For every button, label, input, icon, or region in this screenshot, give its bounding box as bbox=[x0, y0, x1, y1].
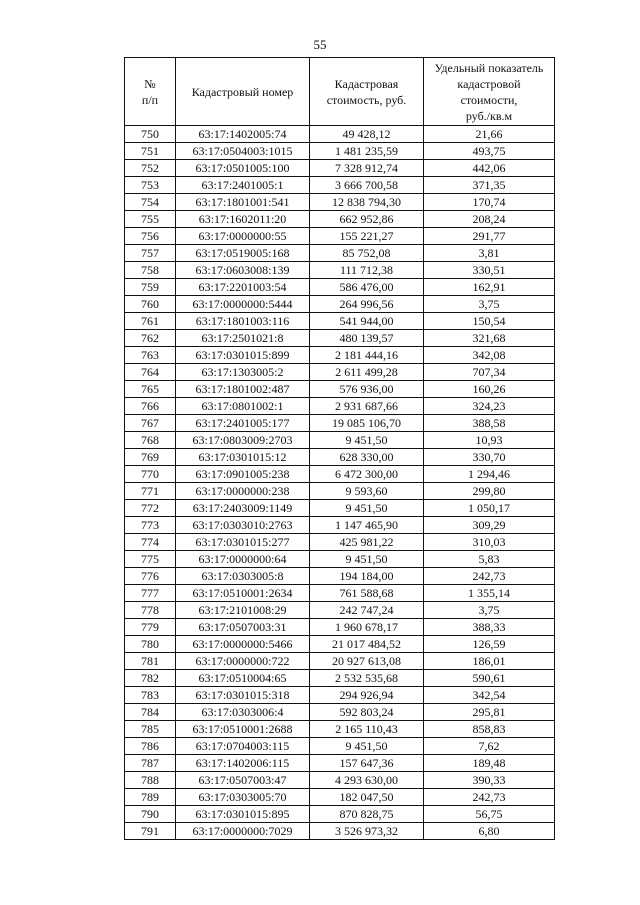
page-number: 55 bbox=[313, 37, 327, 52]
cell-num: 757 bbox=[125, 245, 176, 262]
cell-specific-indicator: 858,83 bbox=[424, 721, 555, 738]
cell-num: 764 bbox=[125, 364, 176, 381]
cell-cadastral-number: 63:17:2201003:54 bbox=[176, 279, 310, 296]
cell-cadastral-value: 1 147 465,90 bbox=[310, 517, 424, 534]
cell-specific-indicator: 442,06 bbox=[424, 160, 555, 177]
cell-num: 773 bbox=[125, 517, 176, 534]
cell-specific-indicator: 10,93 bbox=[424, 432, 555, 449]
cell-cadastral-value: 541 944,00 bbox=[310, 313, 424, 330]
table-row bbox=[125, 449, 555, 466]
header-specific-indicator-line: руб./кв.м bbox=[465, 108, 513, 123]
table-row bbox=[125, 653, 555, 670]
table-row bbox=[125, 228, 555, 245]
table-row bbox=[125, 602, 555, 619]
table-row bbox=[125, 347, 555, 364]
cell-num: 771 bbox=[125, 483, 176, 500]
table-row bbox=[125, 126, 555, 143]
cell-specific-indicator: 1 294,46 bbox=[424, 466, 555, 483]
table-row bbox=[125, 551, 555, 568]
table-row bbox=[125, 211, 555, 228]
table-row bbox=[125, 415, 555, 432]
cell-cadastral-number: 63:17:0603008:139 bbox=[176, 262, 310, 279]
cell-cadastral-number: 63:17:0510001:2688 bbox=[176, 721, 310, 738]
cell-cadastral-number: 63:17:0704003:115 bbox=[176, 738, 310, 755]
cell-specific-indicator: 390,33 bbox=[424, 772, 555, 789]
table-row bbox=[125, 364, 555, 381]
cell-cadastral-number: 63:17:0000000:5444 bbox=[176, 296, 310, 313]
cell-specific-indicator: 291,77 bbox=[424, 228, 555, 245]
cell-cadastral-number: 63:17:0510004:65 bbox=[176, 670, 310, 687]
cell-num: 786 bbox=[125, 738, 176, 755]
cell-cadastral-number: 63:17:1602011:20 bbox=[176, 211, 310, 228]
header-num bbox=[125, 58, 176, 126]
cell-num: 772 bbox=[125, 500, 176, 517]
cell-cadastral-number: 63:17:1402006:115 bbox=[176, 755, 310, 772]
cell-cadastral-number: 63:17:0303005:8 bbox=[176, 568, 310, 585]
cell-cadastral-number: 63:17:0301015:318 bbox=[176, 687, 310, 704]
cell-cadastral-value: 628 330,00 bbox=[310, 449, 424, 466]
cell-cadastral-value: 182 047,50 bbox=[310, 789, 424, 806]
cell-num: 752 bbox=[125, 160, 176, 177]
table-row bbox=[125, 517, 555, 534]
cell-num: 770 bbox=[125, 466, 176, 483]
cell-specific-indicator: 150,54 bbox=[424, 313, 555, 330]
cell-cadastral-value: 111 712,38 bbox=[310, 262, 424, 279]
cell-cadastral-number: 63:17:0303005:70 bbox=[176, 789, 310, 806]
header-specific-indicator-line: Удельный показатель bbox=[434, 60, 544, 75]
cell-num: 790 bbox=[125, 806, 176, 823]
cell-num: 758 bbox=[125, 262, 176, 279]
cell-cadastral-value: 9 451,50 bbox=[310, 551, 424, 568]
table-row bbox=[125, 568, 555, 585]
cell-num: 784 bbox=[125, 704, 176, 721]
cell-specific-indicator: 242,73 bbox=[424, 568, 555, 585]
header-cadastral-number-line: Кадастровый номер bbox=[191, 84, 294, 99]
cell-specific-indicator: 7,62 bbox=[424, 738, 555, 755]
cell-specific-indicator: 160,26 bbox=[424, 381, 555, 398]
cell-num: 778 bbox=[125, 602, 176, 619]
cell-cadastral-number: 63:17:0301015:899 bbox=[176, 347, 310, 364]
cell-num: 766 bbox=[125, 398, 176, 415]
table-row bbox=[125, 704, 555, 721]
cell-specific-indicator: 1 050,17 bbox=[424, 500, 555, 517]
table-row bbox=[125, 330, 555, 347]
cell-cadastral-value: 49 428,12 bbox=[310, 126, 424, 143]
cell-specific-indicator: 590,61 bbox=[424, 670, 555, 687]
cell-cadastral-number: 63:17:0301015:895 bbox=[176, 806, 310, 823]
header-cadastral-number bbox=[176, 58, 310, 126]
cell-cadastral-value: 12 838 794,30 bbox=[310, 194, 424, 211]
cell-cadastral-number: 63:17:0803009:2703 bbox=[176, 432, 310, 449]
cell-cadastral-number: 63:17:0000000:238 bbox=[176, 483, 310, 500]
cell-specific-indicator: 342,54 bbox=[424, 687, 555, 704]
cell-specific-indicator: 310,03 bbox=[424, 534, 555, 551]
table-row bbox=[125, 755, 555, 772]
cell-specific-indicator: 189,48 bbox=[424, 755, 555, 772]
cell-num: 789 bbox=[125, 789, 176, 806]
cell-cadastral-value: 425 981,22 bbox=[310, 534, 424, 551]
cell-cadastral-number: 63:17:2401005:177 bbox=[176, 415, 310, 432]
cell-cadastral-value: 2 165 110,43 bbox=[310, 721, 424, 738]
cell-specific-indicator: 56,75 bbox=[424, 806, 555, 823]
table-row bbox=[125, 789, 555, 806]
cell-specific-indicator: 162,91 bbox=[424, 279, 555, 296]
cell-cadastral-number: 63:17:2101008:29 bbox=[176, 602, 310, 619]
cell-cadastral-value: 870 828,75 bbox=[310, 806, 424, 823]
cell-specific-indicator: 388,33 bbox=[424, 619, 555, 636]
cell-cadastral-value: 264 996,56 bbox=[310, 296, 424, 313]
header-cadastral-value bbox=[310, 58, 424, 126]
cell-cadastral-number: 63:17:1801003:116 bbox=[176, 313, 310, 330]
cell-cadastral-value: 2 181 444,16 bbox=[310, 347, 424, 364]
table-row bbox=[125, 772, 555, 789]
cell-cadastral-value: 9 451,50 bbox=[310, 738, 424, 755]
cell-cadastral-value: 592 803,24 bbox=[310, 704, 424, 721]
cell-cadastral-value: 294 926,94 bbox=[310, 687, 424, 704]
cell-specific-indicator: 299,80 bbox=[424, 483, 555, 500]
cell-specific-indicator: 388,58 bbox=[424, 415, 555, 432]
cell-cadastral-number: 63:17:0507003:47 bbox=[176, 772, 310, 789]
cell-cadastral-number: 63:17:0303006:4 bbox=[176, 704, 310, 721]
cell-cadastral-value: 1 481 235,59 bbox=[310, 143, 424, 160]
table-row bbox=[125, 245, 555, 262]
cell-cadastral-value: 2 931 687,66 bbox=[310, 398, 424, 415]
cell-specific-indicator: 330,51 bbox=[424, 262, 555, 279]
table-row bbox=[125, 313, 555, 330]
cell-cadastral-value: 3 526 973,32 bbox=[310, 823, 424, 840]
header-cadastral-value-line: стоимость, руб. bbox=[326, 92, 407, 107]
table-row bbox=[125, 466, 555, 483]
cell-cadastral-number: 63:17:0501005:100 bbox=[176, 160, 310, 177]
cell-cadastral-value: 761 588,68 bbox=[310, 585, 424, 602]
header-cadastral-value-line: Кадастровая bbox=[334, 76, 399, 91]
header-specific-indicator-line: стоимости, bbox=[460, 92, 518, 107]
table-row bbox=[125, 636, 555, 653]
cell-cadastral-number: 63:17:2401005:1 bbox=[176, 177, 310, 194]
header-num-line: п/п bbox=[141, 92, 159, 107]
cell-cadastral-value: 155 221,27 bbox=[310, 228, 424, 245]
table-row bbox=[125, 670, 555, 687]
cell-cadastral-value: 6 472 300,00 bbox=[310, 466, 424, 483]
cell-specific-indicator: 321,68 bbox=[424, 330, 555, 347]
cell-cadastral-number: 63:17:0000000:722 bbox=[176, 653, 310, 670]
cell-specific-indicator: 6,80 bbox=[424, 823, 555, 840]
cell-num: 785 bbox=[125, 721, 176, 738]
cell-cadastral-number: 63:17:2403009:1149 bbox=[176, 500, 310, 517]
cell-num: 767 bbox=[125, 415, 176, 432]
cell-cadastral-value: 7 328 912,74 bbox=[310, 160, 424, 177]
cell-specific-indicator: 242,73 bbox=[424, 789, 555, 806]
header-specific-indicator bbox=[424, 58, 555, 126]
table-row bbox=[125, 177, 555, 194]
cell-num: 750 bbox=[125, 126, 176, 143]
cell-cadastral-value: 21 017 484,52 bbox=[310, 636, 424, 653]
table-row bbox=[125, 721, 555, 738]
cell-cadastral-value: 1 960 678,17 bbox=[310, 619, 424, 636]
cell-cadastral-value: 19 085 106,70 bbox=[310, 415, 424, 432]
cell-specific-indicator: 3,81 bbox=[424, 245, 555, 262]
cell-num: 779 bbox=[125, 619, 176, 636]
cell-num: 751 bbox=[125, 143, 176, 160]
cell-cadastral-number: 63:17:0000000:5466 bbox=[176, 636, 310, 653]
cell-specific-indicator: 330,70 bbox=[424, 449, 555, 466]
cell-specific-indicator: 371,35 bbox=[424, 177, 555, 194]
cell-specific-indicator: 1 355,14 bbox=[424, 585, 555, 602]
cell-specific-indicator: 707,34 bbox=[424, 364, 555, 381]
cell-num: 781 bbox=[125, 653, 176, 670]
table-row bbox=[125, 381, 555, 398]
cell-num: 783 bbox=[125, 687, 176, 704]
cell-num: 791 bbox=[125, 823, 176, 840]
cell-num: 768 bbox=[125, 432, 176, 449]
table-row bbox=[125, 432, 555, 449]
cell-cadastral-value: 194 184,00 bbox=[310, 568, 424, 585]
cell-specific-indicator: 208,24 bbox=[424, 211, 555, 228]
table-row bbox=[125, 160, 555, 177]
cell-cadastral-value: 576 936,00 bbox=[310, 381, 424, 398]
cell-cadastral-number: 63:17:0301015:12 bbox=[176, 449, 310, 466]
cell-num: 769 bbox=[125, 449, 176, 466]
cell-cadastral-value: 586 476,00 bbox=[310, 279, 424, 296]
cell-cadastral-number: 63:17:1801002:487 bbox=[176, 381, 310, 398]
cell-specific-indicator: 295,81 bbox=[424, 704, 555, 721]
table-row bbox=[125, 687, 555, 704]
table-row bbox=[125, 279, 555, 296]
cell-num: 782 bbox=[125, 670, 176, 687]
cell-cadastral-value: 85 752,08 bbox=[310, 245, 424, 262]
table-header bbox=[125, 58, 555, 126]
cell-num: 775 bbox=[125, 551, 176, 568]
header-specific-indicator-line: кадастровой bbox=[457, 76, 521, 91]
table-row bbox=[125, 398, 555, 415]
cell-cadastral-value: 9 451,50 bbox=[310, 500, 424, 517]
cell-cadastral-number: 63:17:0000000:64 bbox=[176, 551, 310, 568]
table-row bbox=[125, 262, 555, 279]
cell-cadastral-number: 63:17:1801001:541 bbox=[176, 194, 310, 211]
cell-specific-indicator: 5,83 bbox=[424, 551, 555, 568]
table-row bbox=[125, 585, 555, 602]
table-row bbox=[125, 483, 555, 500]
cell-cadastral-number: 63:17:0504003:1015 bbox=[176, 143, 310, 160]
table-row bbox=[125, 296, 555, 313]
cell-num: 762 bbox=[125, 330, 176, 347]
cell-num: 754 bbox=[125, 194, 176, 211]
cell-cadastral-value: 3 666 700,58 bbox=[310, 177, 424, 194]
cell-num: 756 bbox=[125, 228, 176, 245]
cadastral-table bbox=[124, 57, 555, 840]
cell-cadastral-number: 63:17:0301015:277 bbox=[176, 534, 310, 551]
cell-num: 787 bbox=[125, 755, 176, 772]
cell-cadastral-value: 662 952,86 bbox=[310, 211, 424, 228]
cell-cadastral-value: 480 139,57 bbox=[310, 330, 424, 347]
cell-num: 776 bbox=[125, 568, 176, 585]
cell-cadastral-number: 63:17:0000000:55 bbox=[176, 228, 310, 245]
cell-specific-indicator: 493,75 bbox=[424, 143, 555, 160]
cell-num: 753 bbox=[125, 177, 176, 194]
header-num-line: № bbox=[144, 76, 156, 91]
cell-num: 765 bbox=[125, 381, 176, 398]
cell-specific-indicator: 126,59 bbox=[424, 636, 555, 653]
cell-num: 759 bbox=[125, 279, 176, 296]
cell-cadastral-number: 63:17:2501021:8 bbox=[176, 330, 310, 347]
cell-cadastral-value: 4 293 630,00 bbox=[310, 772, 424, 789]
cell-num: 777 bbox=[125, 585, 176, 602]
cell-cadastral-number: 63:17:0507003:31 bbox=[176, 619, 310, 636]
cell-cadastral-value: 20 927 613,08 bbox=[310, 653, 424, 670]
cell-cadastral-value: 9 593,60 bbox=[310, 483, 424, 500]
table-row bbox=[125, 534, 555, 551]
table-row bbox=[125, 823, 555, 840]
table-row bbox=[125, 194, 555, 211]
cell-cadastral-number: 63:17:1402005:74 bbox=[176, 126, 310, 143]
cell-specific-indicator: 3,75 bbox=[424, 602, 555, 619]
cell-cadastral-value: 157 647,36 bbox=[310, 755, 424, 772]
table-row bbox=[125, 143, 555, 160]
cell-specific-indicator: 170,74 bbox=[424, 194, 555, 211]
cell-cadastral-value: 9 451,50 bbox=[310, 432, 424, 449]
table-body bbox=[125, 126, 555, 840]
cell-specific-indicator: 21,66 bbox=[424, 126, 555, 143]
cell-num: 761 bbox=[125, 313, 176, 330]
cell-specific-indicator: 309,29 bbox=[424, 517, 555, 534]
cell-cadastral-number: 63:17:0510001:2634 bbox=[176, 585, 310, 602]
cell-specific-indicator: 342,08 bbox=[424, 347, 555, 364]
cell-cadastral-number: 63:17:1303005:2 bbox=[176, 364, 310, 381]
table-row bbox=[125, 738, 555, 755]
cell-cadastral-value: 2 532 535,68 bbox=[310, 670, 424, 687]
cell-cadastral-number: 63:17:0303010:2763 bbox=[176, 517, 310, 534]
cell-specific-indicator: 324,23 bbox=[424, 398, 555, 415]
table-row bbox=[125, 806, 555, 823]
cell-cadastral-number: 63:17:0801002:1 bbox=[176, 398, 310, 415]
cell-cadastral-number: 63:17:0519005:168 bbox=[176, 245, 310, 262]
table-row bbox=[125, 619, 555, 636]
cell-specific-indicator: 186,01 bbox=[424, 653, 555, 670]
cell-specific-indicator: 3,75 bbox=[424, 296, 555, 313]
cell-num: 780 bbox=[125, 636, 176, 653]
cell-num: 774 bbox=[125, 534, 176, 551]
cell-cadastral-number: 63:17:0000000:7029 bbox=[176, 823, 310, 840]
table-row bbox=[125, 500, 555, 517]
cell-cadastral-value: 2 611 499,28 bbox=[310, 364, 424, 381]
cell-num: 755 bbox=[125, 211, 176, 228]
cell-cadastral-number: 63:17:0901005:238 bbox=[176, 466, 310, 483]
cell-num: 788 bbox=[125, 772, 176, 789]
cell-cadastral-value: 242 747,24 bbox=[310, 602, 424, 619]
cell-num: 763 bbox=[125, 347, 176, 364]
cell-num: 760 bbox=[125, 296, 176, 313]
